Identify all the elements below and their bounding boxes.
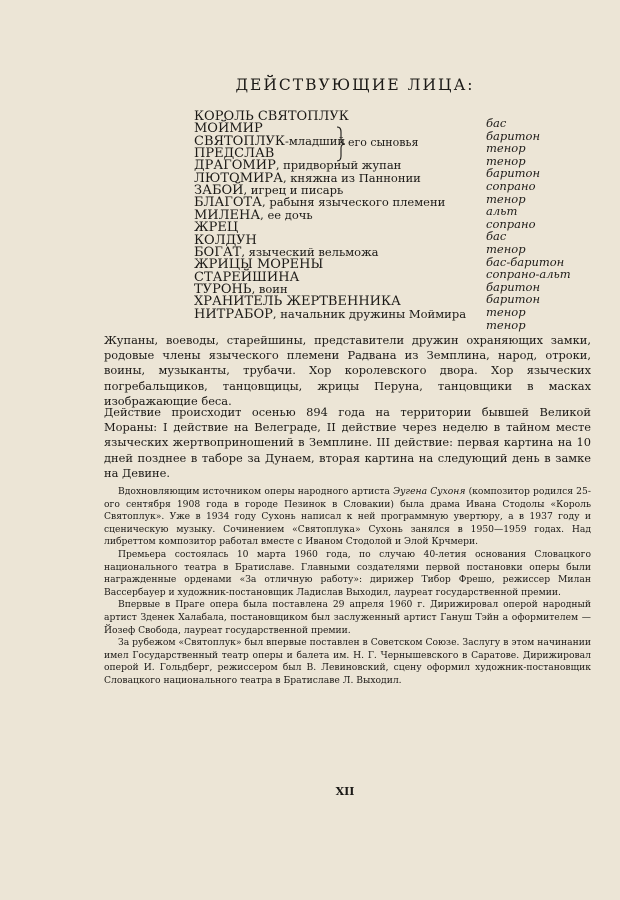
sons-note: его сыновья	[348, 136, 419, 149]
composer-name: Эугена Сухоня	[393, 486, 466, 497]
note-text: Вдохновляющим источником оперы народного артиста	[118, 486, 394, 497]
cast-name: КОЛДУН	[194, 232, 257, 248]
note-paragraph: Премьера состоялась 10 марта 1960 года, по случаю 40-летия основания Словацкого национального театра в Братиславе. Главными создателями первой постановки оперы были награжденные орденами «За отличную работу»: дирижер Тибор Фрешо, режиссер Милан Вассербауер и художник-постановщик Ладислав Выходил, лауреат государственной премии.	[104, 548, 591, 598]
cast-description: -младший	[284, 133, 346, 148]
cast-description: , начальник дружины Моймира	[272, 306, 467, 321]
voice-type: сопрано	[486, 179, 536, 193]
chorus-paragraph: Жупаны, воеводы, старейшины, представители дружин охраняющих замки, родовые члены языческого племени Радвана из Земплина, народ, отроки, воины, музыканты, трубачи. Хор королевского двора. Хор языческих погребальщиков, танцовщицы, жрицы Перуна, танцовщики в масках изображающие беса.	[104, 333, 591, 408]
cast-description: , княжна из Паннонии	[282, 170, 421, 185]
voice-type: тенор	[486, 191, 526, 206]
voice-type: тенор	[486, 141, 526, 156]
note-paragraph: Впервые в Праге опера была поставлена 29 апреля 1960 г. Дирижировал оперой народный артист Зденек Халабала, постановщиком был заслуженный артист Гануш Тэйн а оформителем — Йозеф Свобода, лауреат государственной премии.	[104, 599, 591, 636]
voice-type: баритон	[486, 292, 541, 307]
cast-name: СТАРЕЙШИНА	[194, 269, 300, 285]
cast-name: ЖРИЦЫ МОРЕНЫ	[194, 257, 324, 273]
cast-name: ЛЮТОМИРА	[194, 170, 283, 186]
cast-name: КОРОЛЬ СВЯТОПЛУК	[194, 109, 349, 124]
brace-icon	[336, 126, 346, 162]
voice-type: тенор	[486, 242, 526, 256]
voice-type: баритон	[486, 128, 541, 143]
cast-description: , ее дочь	[260, 207, 313, 222]
cast-name: ПРЕДСЛАВ	[194, 146, 275, 162]
note-paragraph: За рубежом «Святоплук» был впервые поставлен в Советском Союзе. Заслугу в этом начинании имел Государственный театр оперы и балета им. Н. Г. Чернышевского в Саратове. Дирижировал оперой И. Гольдберг, режиссером был В. Левиновский, сцену оформил художник-постановщик Словацкого национального театра в Братиславе Л. Выходил.	[104, 637, 591, 686]
note-paragraph	[104, 486, 591, 549]
cast-description: , придворный жупан	[275, 158, 402, 173]
cast-description: , игрец и писарь	[243, 183, 344, 198]
cast-name: НИТРАБОР	[194, 306, 273, 322]
voice-type: бас	[486, 116, 507, 130]
voice-type: сопрано-альт	[486, 267, 571, 282]
cast-name: ЗАБОЙ	[194, 183, 244, 199]
cast-name: БОГАТ	[194, 244, 242, 260]
voice-type: баритон	[486, 166, 541, 181]
voice-type: баритон	[486, 279, 541, 294]
cast-description: , воин	[251, 281, 288, 296]
cast-description: , рабыня языческого племени	[262, 195, 446, 210]
voice-type: сопрано	[486, 216, 536, 231]
voice-type: тенор	[486, 305, 526, 319]
cast-name: МИЛЕНА	[194, 207, 261, 223]
cast-description: , языческий вельможа	[241, 244, 379, 259]
page-title: ДЕЙСТВУЮЩИЕ ЛИЦА:	[235, 76, 475, 94]
voice-type: бас	[486, 229, 507, 244]
cast-name: СВЯТОПЛУК	[194, 133, 285, 149]
voice-type: бас-баритон	[486, 254, 565, 269]
cast-name: ДРАГОМИР	[194, 158, 276, 174]
setting-paragraph: Действие происходит осенью 894 года на территории бывшей Великой Мораны: I действие на Велеграде, II действие через неделю в тайном месте языческих жертвоприношений в Земплине. III действие: первая картина на 10 дней позднее в таборе за Дунаем, вторая картина на следующий день в замке на Девине.	[104, 405, 591, 480]
voice-type: альт	[486, 204, 518, 219]
cast-name: ЖРЕЦ	[194, 220, 239, 236]
cast-name: ТУРОНЬ	[194, 281, 252, 297]
cast-name: БЛАГОТА	[194, 195, 263, 211]
note-text: (композитор родился 25-ого сентября 1908 года в городе Пезинок в Словакии) была драма Ивана Стодолы «Король Святоплук». Уже в 1934 году Сухонь написал к ней программную увертюру, а в 1937 году и сценическую музыку. Сочинением «Святоплука» Сухонь занялся в 1950—1959 годах. Над либреттом композитор работал вместе с Иваном Стодолой и Элой Крчмери.	[104, 486, 591, 548]
page-number: XII	[335, 785, 355, 798]
voice-type: тенор	[486, 153, 526, 168]
cast-name: МОЙМИР	[194, 121, 263, 137]
voice-type: тенор	[486, 317, 526, 332]
cast-name: ХРАНИТЕЛЬ ЖЕРТВЕННИКА	[194, 294, 401, 310]
notes-block	[104, 486, 591, 688]
